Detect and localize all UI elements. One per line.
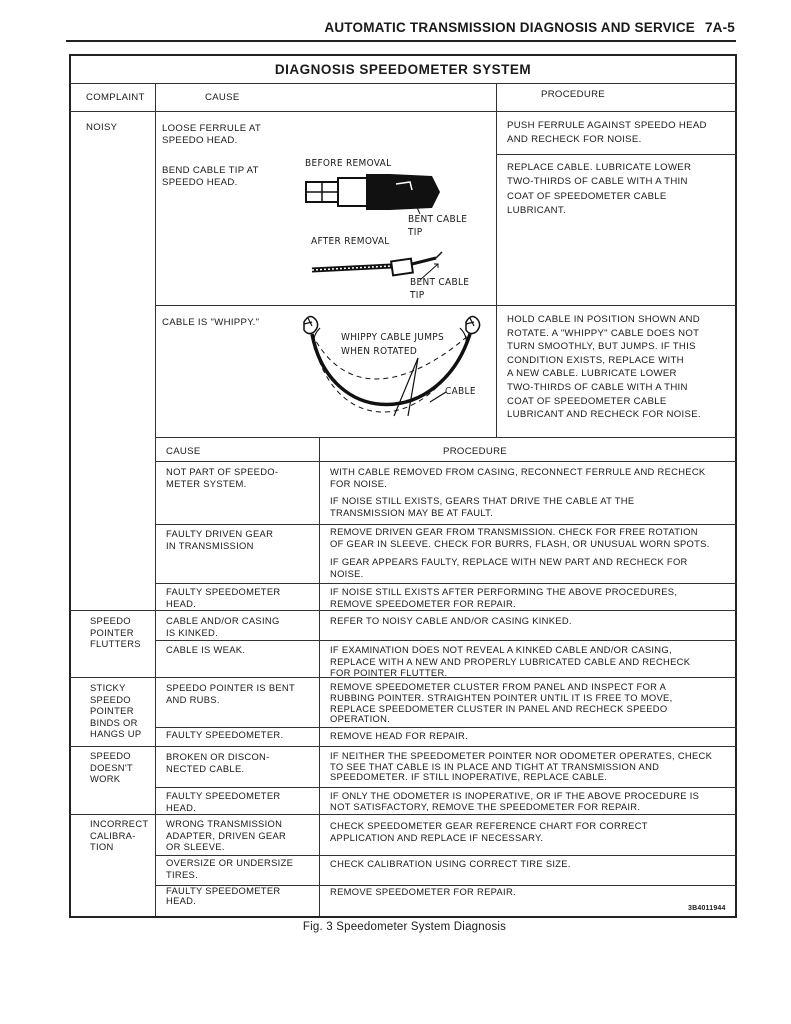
- procedure-text: CHECK SPEEDOMETER GEAR REFERENCE CHART FOR CORRECT APPLICATION AND REPLACE IF NECESSARY.: [330, 820, 648, 843]
- header-rule: [66, 40, 736, 42]
- complaint-flutters: SPEEDO POINTER FLUTTERS: [90, 615, 141, 650]
- cause-text: BROKEN OR DISCON- NECTED CABLE.: [166, 751, 270, 774]
- complaint-noisy: NOISY: [86, 122, 118, 133]
- cause-text: CABLE AND/OR CASING IS KINKED.: [166, 615, 280, 638]
- figure-code: 3B4011944: [688, 905, 726, 912]
- sub-col-header-cause: CAUSE: [166, 446, 201, 457]
- sub-col-header-procedure: PROCEDURE: [443, 446, 508, 457]
- col-header-complaint: COMPLAINT: [86, 92, 145, 103]
- whippy-cable-illustration: [290, 308, 490, 438]
- procedure-text: IF ONLY THE ODOMETER IS INOPERATIVE, OR IF THE ABOVE PROCEDURE IS NOT SATISFACTORY, REMOVE THE SPEEDOMETER FOR REPAIR.: [330, 790, 700, 812]
- column-divider: [496, 83, 497, 437]
- procedure-text: REMOVE HEAD FOR REPAIR.: [330, 730, 468, 741]
- page-number: 7A-5: [704, 20, 735, 35]
- procedure-text: IF NOISE STILL EXISTS AFTER PERFORMING THE ABOVE PROCEDURES, REMOVE SPEEDOMETER FOR REPAIR.: [330, 586, 678, 609]
- procedure-text: REFER TO NOISY CABLE AND/OR CASING KINKED.: [330, 615, 572, 626]
- label-bent-cable-tip: BENT CABLE TIP: [408, 214, 468, 238]
- divider: [496, 154, 737, 155]
- cause-text: OVERSIZE OR UNDERSIZE TIRES.: [166, 857, 294, 880]
- cause-text: FAULTY DRIVEN GEAR IN TRANSMISSION: [166, 528, 274, 551]
- col-header-cause: CAUSE: [205, 92, 240, 103]
- divider: [155, 855, 737, 856]
- divider: [69, 610, 737, 611]
- divider: [155, 583, 737, 584]
- procedure-text: REMOVE SPEEDOMETER CLUSTER FROM PANEL AND INSPECT FOR A RUBBING POINTER. STRAIGHTEN POINTER UNTIL IT IS FREE TO MOVE, REPLACE SPEEDOMETER CLUSTER IN PANEL AND RECHECK SPEEDO OPERATION.: [330, 681, 673, 725]
- procedure-text: IF GEAR APPEARS FAULTY, REPLACE WITH NEW PART AND RECHECK FOR NOISE.: [330, 556, 688, 579]
- column-divider: [319, 437, 320, 916]
- table-title: DIAGNOSIS SPEEDOMETER SYSTEM: [274, 62, 532, 77]
- label-whippy-cable-jumps: WHIPPY CABLE JUMPS WHEN ROTATED: [341, 332, 444, 357]
- complaint-doesnt-work: SPEEDO DOESN'T WORK: [90, 750, 133, 785]
- label-cable: CABLE: [445, 386, 476, 397]
- procedure-text: REPLACE CABLE. LUBRICATE LOWER TWO-THIRDS OF CABLE WITH A THIN COAT OF SPEEDOMETER CABLE LUBRICANT.: [507, 162, 692, 216]
- cause-text: NOT PART OF SPEEDO- METER SYSTEM.: [166, 466, 279, 489]
- col-header-procedure: PROCEDURE: [541, 89, 606, 100]
- column-divider: [155, 83, 156, 916]
- running-title: AUTOMATIC TRANSMISSION DIAGNOSIS AND SERVICE: [324, 20, 695, 35]
- cause-text: FAULTY SPEEDOMETER HEAD.: [166, 885, 281, 906]
- divider: [155, 305, 737, 306]
- procedure-text: CHECK CALIBRATION USING CORRECT TIRE SIZE.: [330, 858, 571, 869]
- cause-text: SPEEDO POINTER IS BENT AND RUBS.: [166, 682, 296, 705]
- cause-text: CABLE IS "WHIPPY.": [162, 317, 260, 328]
- complaint-incorrect-calibration: INCORRECT CALIBRA- TION: [90, 818, 149, 853]
- procedure-text: PUSH FERRULE AGAINST SPEEDO HEAD AND RECHECK FOR NOISE.: [507, 120, 707, 145]
- divider: [155, 524, 737, 525]
- divider: [69, 111, 737, 112]
- cause-text: BEND CABLE TIP AT SPEEDO HEAD.: [162, 165, 259, 189]
- cause-text: WRONG TRANSMISSION ADAPTER, DRIVEN GEAR OR SLEEVE.: [166, 818, 287, 853]
- divider: [155, 461, 737, 462]
- cause-text: LOOSE FERRULE AT SPEEDO HEAD.: [162, 123, 261, 147]
- divider: [155, 787, 737, 788]
- complaint-sticky: STICKY SPEEDO POINTER BINDS OR HANGS UP: [90, 682, 142, 740]
- divider: [155, 727, 737, 728]
- divider: [69, 83, 737, 84]
- cause-text: CABLE IS WEAK.: [166, 644, 246, 655]
- procedure-text: REMOVE DRIVEN GEAR FROM TRANSMISSION. CHECK FOR FREE ROTATION OF GEAR IN SLEEVE. CHECK FOR BURRS, FLASH, OR UNUSUAL WORN SPOTS.: [330, 526, 710, 549]
- procedure-text: HOLD CABLE IN POSITION SHOWN AND ROTATE. A "WHIPPY" CABLE DOES NOT TURN SMOOTHLY, BUT JUMPS. IF THIS CONDITION EXISTS, REPLACE WITH A NEW CABLE. LUBRICATE LOWER TWO-THIRDS OF CABLE WITH A THIN COAT OF SPEEDOMETER CABLE LUBRICANT AND RECHECK FOR NOISE.: [507, 314, 701, 421]
- procedure-text: IF NEITHER THE SPEEDOMETER POINTER NOR ODOMETER OPERATES, CHECK TO SEE THAT CABLE IS IN PLACE AND TIGHT AT TRANSMISSION AND SPEEDOMETER. IF STILL INOPERATIVE, REPLACE CABLE.: [330, 750, 713, 782]
- procedure-text: IF NOISE STILL EXISTS, GEARS THAT DRIVE THE CABLE AT THE TRANSMISSION MAY BE AT FAULT.: [330, 495, 635, 518]
- procedure-text: REMOVE SPEEDOMETER FOR REPAIR.: [330, 886, 516, 897]
- figure-caption: Fig. 3 Speedometer System Diagnosis: [302, 921, 507, 933]
- cause-text: FAULTY SPEEDOMETER.: [166, 729, 284, 740]
- cause-text: FAULTY SPEEDOMETER HEAD.: [166, 586, 281, 609]
- divider: [69, 814, 737, 815]
- procedure-text: WITH CABLE REMOVED FROM CASING, RECONNECT FERRULE AND RECHECK FOR NOISE.: [330, 466, 706, 489]
- cause-text: FAULTY SPEEDOMETER HEAD.: [166, 790, 281, 813]
- label-after-removal: AFTER REMOVAL: [311, 236, 390, 247]
- running-header: [324, 20, 735, 35]
- divider: [155, 640, 737, 641]
- procedure-text: IF EXAMINATION DOES NOT REVEAL A KINKED CABLE AND/OR CASING, REPLACE WITH A NEW AND PROPERLY LUBRICATED CABLE AND RECHECK FOR POINTER FLUTTER.: [330, 644, 691, 679]
- label-bent-cable-tip: BENT CABLE TIP: [410, 277, 470, 301]
- label-before-removal: BEFORE REMOVAL: [305, 158, 392, 169]
- divider: [69, 746, 737, 747]
